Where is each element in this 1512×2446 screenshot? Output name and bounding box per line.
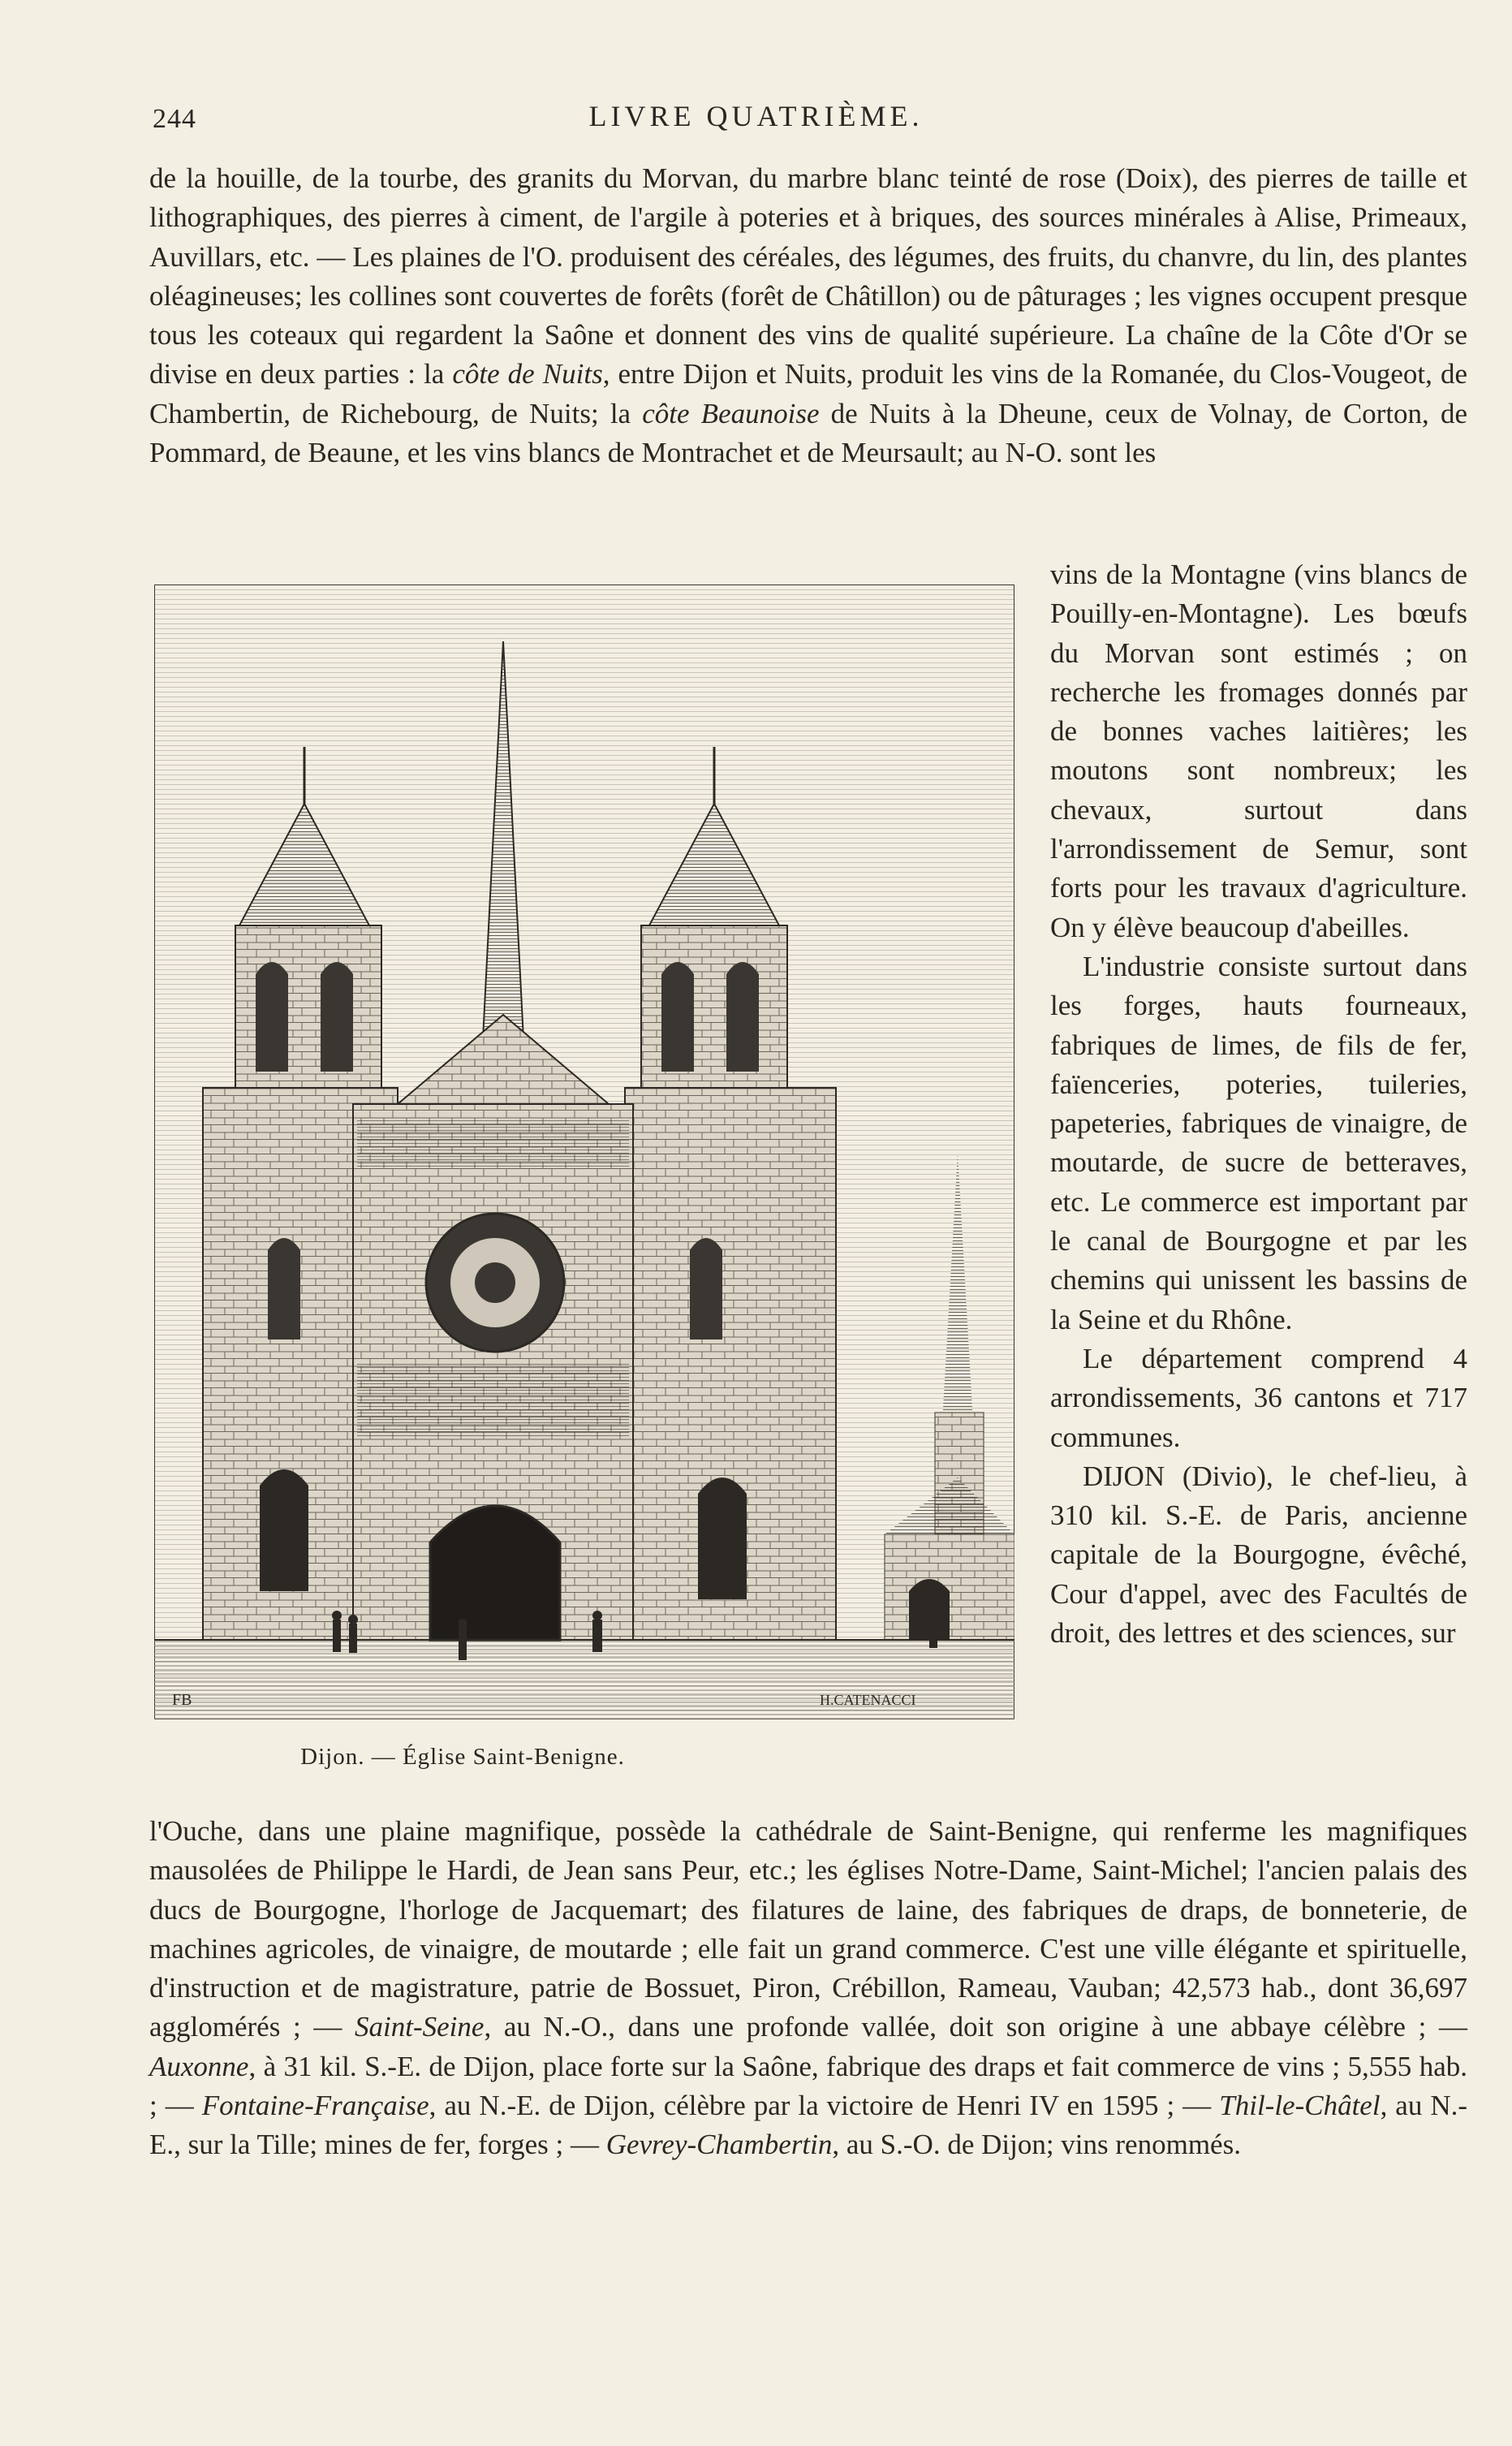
side-paragraph: Le département comprend 4 arrondissements, 36 cantons et 717 communes. [1050,1342,1467,1453]
text-segment: , au N.-O., dans une profonde vallée, doit son origine à une abbaye célèbre ; — [484,2011,1467,2043]
text-segment: de Nuits à la Dheune, ceux de Volnay, de Corton, de Pommard, de Beaune, et les vins blancs de Montrachet et de Meursault; au N-O. sont les [149,397,1467,469]
text-segment: , au N.-E., sur la Tille; mines de fer, forges ; — [149,2090,1468,2161]
side-paragraph: DIJON (Divio), le chef-lieu, à 310 kil. S.-E. de Paris, ancienne capitale de la Bourgogne, évêché, Cour d'appel, avec des Facultés de droit, des lettres et des sciences, sur [1050,1460,1467,1650]
side-paragraph: vins de la Montagne (vins blancs de Pouilly-en-Montagne). Les bœufs du Morvan sont estimés ; on recherche les fromages donnés par de bonnes vaches laitières; les moutons sont nombreux; les chevaux, surtout dans l'arrondissement de Semur, sont forts pour les travaux d'agriculture. On y élève beaucoup d'abeilles. [1050,559,1467,943]
italic-place-name: côte Beaunoise [642,397,820,429]
text-segment: , à 31 kil. S.-E. de Dijon, place forte sur la Saône, fabrique des draps et fait commerce de vins ; 5,555 hab. ; — [149,2050,1467,2122]
engraver-signature-left: FB [172,1691,192,1709]
italic-place-name: Thil-le-Châtel [1219,2090,1381,2122]
italic-place-name: côte de Nuits [452,358,603,390]
italic-place-name: Gevrey-Chambertin [605,2129,833,2161]
bottom-paragraph [149,1812,1467,2165]
top-paragraph [149,159,1467,472]
italic-place-name: Fontaine-Française [201,2090,429,2122]
central-facade [353,1015,633,1640]
side-paragraph: L'industrie consiste surtout dans les forges, hauts fourneaux, fabriques de limes, de fils de fer, faïenceries, poteries, tuileries, papeteries, fabriques de vinaigre, de moutarde, de sucre de betteraves, etc. Le commerce est important par le canal de Bourgogne et par les chemins qui unissent les bassins de la Seine et du Rhône. [1050,950,1467,1335]
church-engraving-figure [154,585,1014,1771]
side-column-text [1050,555,1467,1653]
figure-caption: Dijon. — Église Saint-Benigne. [300,1744,625,1770]
text-segment: de la houille, de la tourbe, des granits du Morvan, du marbre blanc teinté de rose (Doix), des pierres de taille et lithographiques, des pierres à ciment, de l'argile à poteries et à briques, des sources minérales à Alise, Primeaux, Auvillars, etc. — Les plaines de l'O. produisent des céréales, des légumes, des fruits, du chanvre, du lin, des plantes oléagineuses; les collines sont couvertes de forêts (forêt de Châtillon) ou de pâturages ; les vignes occupent presque tous les coteaux qui regardent la Saône et donnent des vins de qualité supérieure. La chaîne de la Côte d'Or se divise en deux parties : la [149,162,1467,390]
engraver-signature-right: H.CATENACCI [820,1692,916,1708]
text-segment: , entre Dijon et Nuits, produit les vins de la Romanée, du Clos-Vougeot, de Chambertin, de Richebourg, de Nuits; la [149,358,1467,429]
italic-place-name: Auxonne [149,2050,249,2082]
text-segment: , au N.-E. de Dijon, célèbre par la victoire de Henri IV en 1595 ; — [429,2090,1220,2122]
running-head: LIVRE QUATRIÈME. [588,100,924,132]
church-engraving [154,585,1014,1719]
page-number: 244 [153,104,196,134]
text-segment: l'Ouche, dans une plaine magnifique, possède la cathédrale de Saint-Benigne, qui renferme les magnifiques mausolées de Philippe le Hardi, de Jean sans Peur, etc.; les églises Notre-Dame, Saint-Michel; l'ancien palais des ducs de Bourgogne, l'horloge de Jacquemart; des filatures de laine, des fabriques de draps, de bonneterie, de machines agricoles, de vinaigre, de moutarde ; elle fait un grand commerce. C'est une ville élégante et spirituelle, d'instruction et de magistrature, patrie de Bossuet, Piron, Crébillon, Rameau, Vauban; 42,573 hab., dont 36,697 agglomérés ; — [149,1815,1467,2043]
italic-place-name: Saint-Seine [355,2011,485,2043]
text-segment: , au S.-O. de Dijon; vins renommés. [832,2129,1241,2161]
